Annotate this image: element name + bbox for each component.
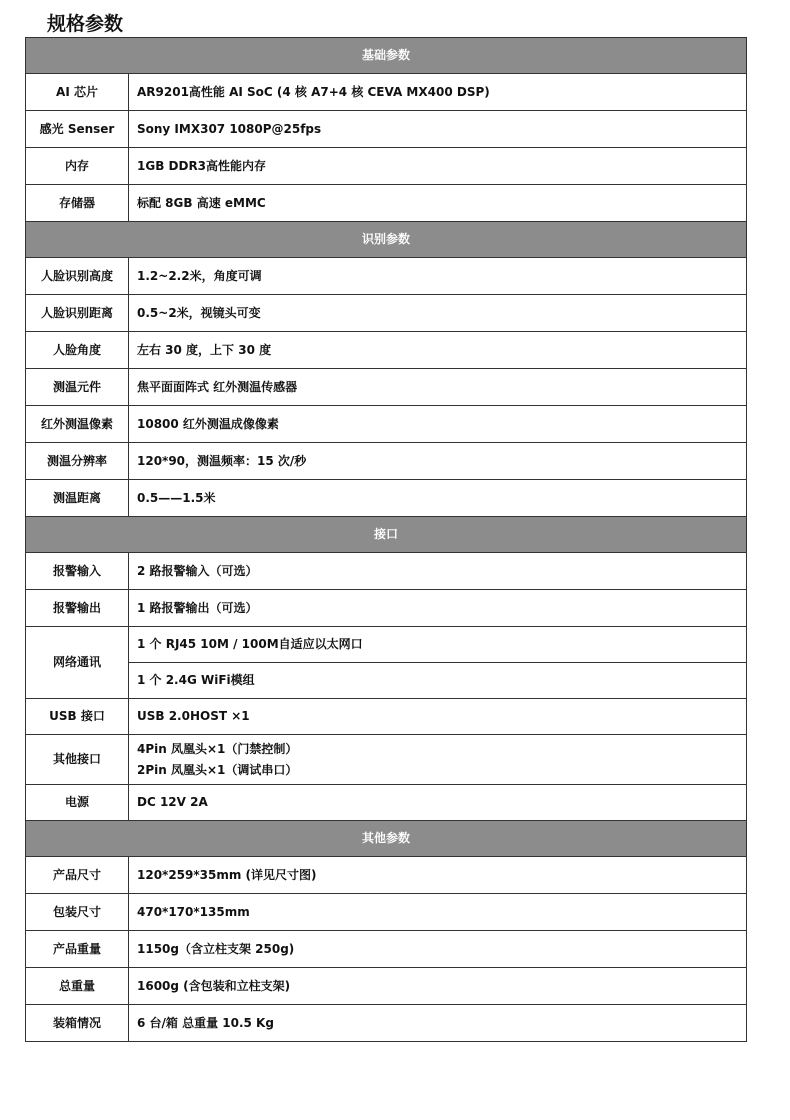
row-label: USB 接口 (26, 699, 129, 735)
row-value: 标配 8GB 高速 eMMC (129, 185, 747, 222)
section-header-recognition: 识别参数 (26, 222, 747, 258)
table-row (26, 663, 747, 699)
table-row (26, 295, 747, 332)
section-header-other: 其他参数 (26, 821, 747, 857)
row-label: 测温元件 (26, 369, 129, 406)
row-value: 10800 红外测温成像像素 (129, 406, 747, 443)
row-value-line: 2Pin 凤凰头×1（调试串口） (137, 762, 298, 777)
table-row (26, 735, 747, 785)
section-header-basic: 基础参数 (26, 38, 747, 74)
row-label: 红外测温像素 (26, 406, 129, 443)
table-row (26, 553, 747, 590)
row-value: 120*259*35mm (详见尺寸图) (129, 857, 747, 894)
section-header-row (26, 821, 747, 857)
table-row (26, 332, 747, 369)
row-value-secondary: 1 个 2.4G WiFi模组 (129, 663, 747, 699)
row-label: 报警输入 (26, 553, 129, 590)
section-header-row (26, 222, 747, 258)
row-value: DC 12V 2A (129, 785, 747, 821)
row-value: 2 路报警输入（可选） (129, 553, 747, 590)
row-label: 网络通讯 (26, 627, 129, 699)
table-row (26, 1005, 747, 1042)
table-row (26, 111, 747, 148)
row-label: 人脸识别距离 (26, 295, 129, 332)
table-row (26, 857, 747, 894)
row-value: USB 2.0HOST ×1 (129, 699, 747, 735)
table-row (26, 185, 747, 222)
table-row (26, 369, 747, 406)
row-label: 产品尺寸 (26, 857, 129, 894)
row-value: 左右 30 度，上下 30 度 (129, 332, 747, 369)
table-row (26, 785, 747, 821)
row-label: 内存 (26, 148, 129, 185)
row-value: 0.5~2米，视镜头可变 (129, 295, 747, 332)
table-row (26, 148, 747, 185)
table-row (26, 443, 747, 480)
row-value: AR9201高性能 AI SoC (4 核 A7+4 核 CEVA MX400 DSP) (129, 74, 747, 111)
table-row (26, 480, 747, 517)
row-label: 产品重量 (26, 931, 129, 968)
row-value: 1600g (含包装和立柱支架) (129, 968, 747, 1005)
table-row (26, 258, 747, 295)
row-label: 测温分辨率 (26, 443, 129, 480)
row-value-multiline (129, 735, 747, 785)
row-label: 其他接口 (26, 735, 129, 785)
row-value: 1150g（含立柱支架 250g) (129, 931, 747, 968)
row-value: 1.2~2.2米，角度可调 (129, 258, 747, 295)
row-label: 电源 (26, 785, 129, 821)
row-value: 1GB DDR3高性能内存 (129, 148, 747, 185)
table-row (26, 74, 747, 111)
table-row (26, 931, 747, 968)
row-label: AI 芯片 (26, 74, 129, 111)
row-value: Sony IMX307 1080P@25fps (129, 111, 747, 148)
row-value: 6 台/箱 总重量 10.5 Kg (129, 1005, 747, 1042)
row-label: 人脸角度 (26, 332, 129, 369)
table-row (26, 406, 747, 443)
row-value-line: 4Pin 凤凰头×1（门禁控制） (137, 741, 298, 756)
table-row (26, 627, 747, 663)
table-row (26, 699, 747, 735)
row-label: 包装尺寸 (26, 894, 129, 931)
row-label: 感光 Senser (26, 111, 129, 148)
row-label: 人脸识别高度 (26, 258, 129, 295)
section-header-row (26, 517, 747, 553)
table-row (26, 894, 747, 931)
row-label: 装箱情况 (26, 1005, 129, 1042)
table-row (26, 590, 747, 627)
row-value: 焦平面面阵式 红外测温传感器 (129, 369, 747, 406)
row-value: 1 个 RJ45 10M / 100M自适应以太网口 (129, 627, 747, 663)
row-label: 测温距离 (26, 480, 129, 517)
row-label: 存储器 (26, 185, 129, 222)
page-title: 规格参数 (47, 13, 124, 35)
row-label: 总重量 (26, 968, 129, 1005)
row-value: 470*170*135mm (129, 894, 747, 931)
table-row (26, 968, 747, 1005)
row-value: 1 路报警输出（可选） (129, 590, 747, 627)
row-value: 0.5——1.5米 (129, 480, 747, 517)
spec-table (25, 37, 747, 1042)
row-value: 120*90，测温频率：15 次/秒 (129, 443, 747, 480)
row-label: 报警输出 (26, 590, 129, 627)
section-header-interface: 接口 (26, 517, 747, 553)
section-header-row (26, 38, 747, 74)
